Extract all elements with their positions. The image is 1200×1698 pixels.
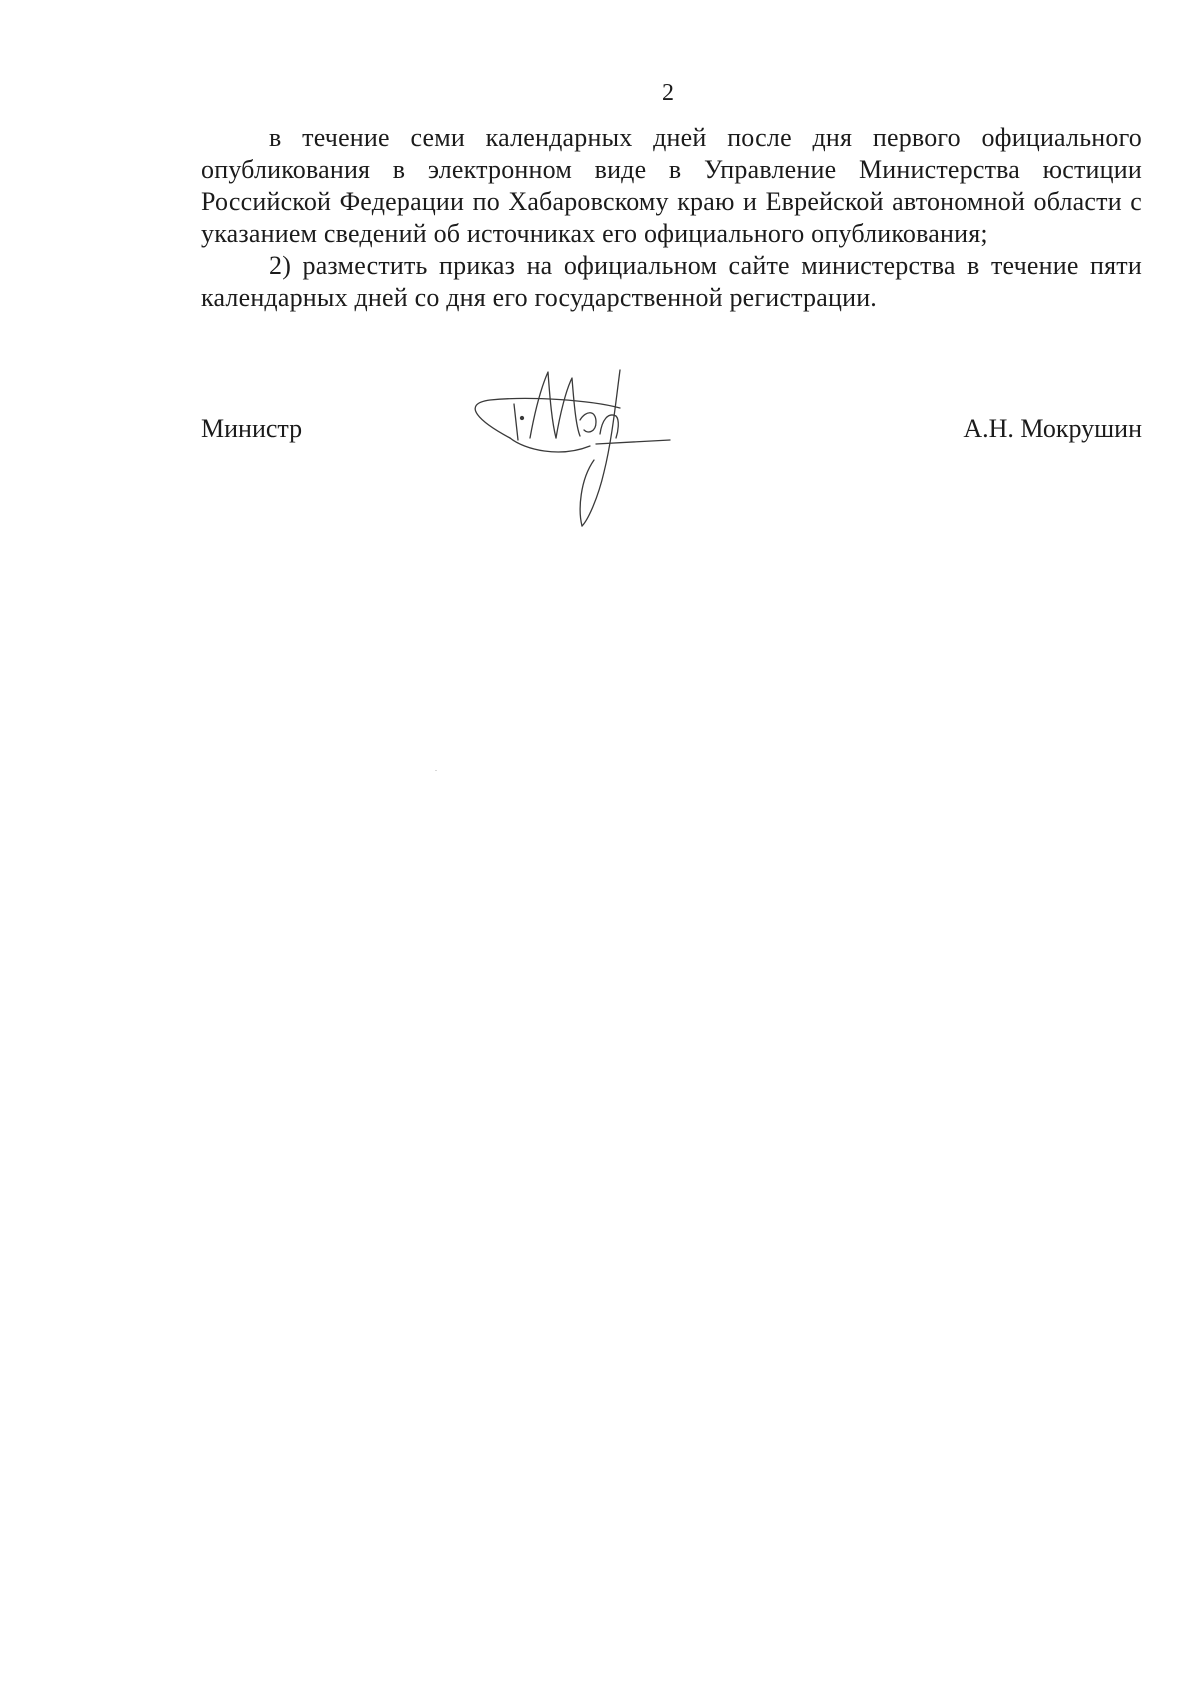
signatory-title: Министр [201, 414, 303, 443]
page-number: 2 [662, 80, 674, 106]
handwritten-signature [470, 360, 700, 530]
signatory-name: А.Н. Мокрушин [963, 414, 1142, 443]
paragraph-publish-on-site: 2) разместить приказ на официальном сайте министерства в течение пяти календарных дней со дня его государственной регистрации. [201, 251, 1142, 312]
paragraph-registration: в течение семи календарных дней после дня первого официального опубликования в электронном виде в Управление Министерства юстиции Российской Федерации по Хабаровскому краю и Еврейской автономной области с указанием сведений об источниках его официального опубликования; [201, 123, 1142, 248]
document-body [201, 122, 1142, 314]
scan-speck [435, 770, 437, 771]
